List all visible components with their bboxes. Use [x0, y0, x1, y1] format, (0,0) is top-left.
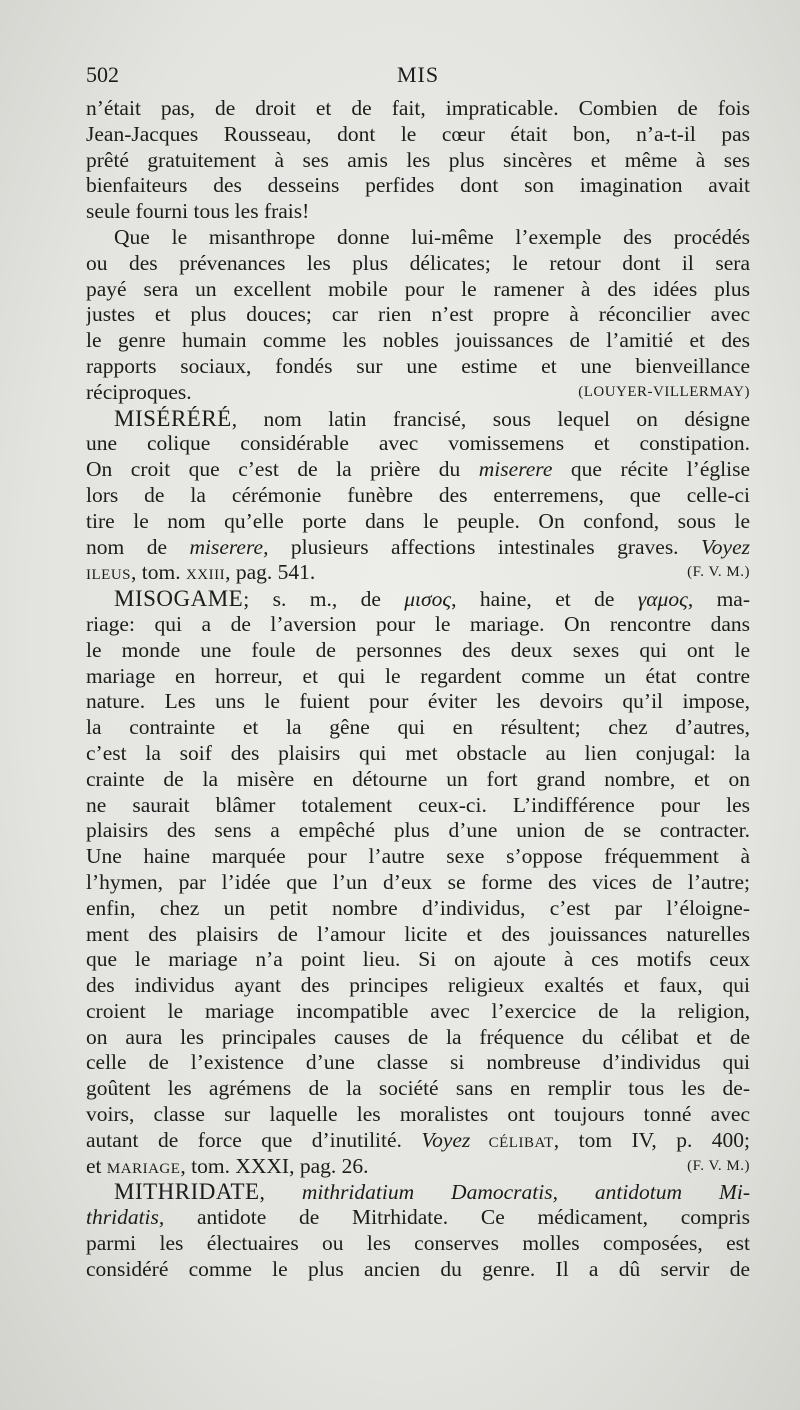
text-line	[86, 922, 750, 948]
text-line	[86, 1128, 750, 1154]
text-span: , tom.	[131, 560, 186, 585]
text-line	[86, 947, 750, 973]
text-span: ne saurait blâmer totalement ceux-ci. L’indifférence pour les	[86, 792, 750, 817]
text-span: une colique considérable avec vomissemens et constipation.	[86, 431, 750, 456]
text-span: Jean-Jacques Rousseau, dont le cœur était bon, n’a-t-il pas	[86, 121, 750, 146]
text-line	[86, 96, 750, 122]
text-line	[86, 715, 750, 741]
italic-term: mithridatium Damocratis, antidotum Mi-	[301, 1180, 750, 1205]
text-line	[86, 251, 750, 277]
text-line	[86, 509, 750, 535]
text-span: on aura les principales causes de la fréquence du célibat et de	[86, 1024, 750, 1049]
text-span: nom de	[86, 534, 190, 559]
text-line	[86, 1025, 750, 1051]
text-span: ment des plaisirs de l’amour licite et des jouissances naturelles	[86, 921, 750, 946]
cross-reference: MARIAGE	[106, 1160, 181, 1177]
text-line	[86, 148, 750, 174]
text-span: croient le mariage incompatible avec l’exercice de la religion,	[86, 998, 750, 1023]
volume-number: XXIII	[185, 567, 226, 584]
text-span: , pag. 541.	[225, 560, 316, 585]
text-span: nature. Les uns le fuient pour éviter les devoirs qu’il impose,	[86, 689, 750, 714]
text-span: , tom. XXXI, pag. 26.	[180, 1153, 369, 1178]
author-signature: (F. V. M.)	[687, 1157, 750, 1174]
text-span: tire le nom qu’elle porte dans le peuple. On confond, sous le	[86, 508, 750, 533]
text-line	[86, 973, 750, 999]
text-span: la contrainte et la gêne qui en résultent; chez d’autres,	[86, 715, 750, 740]
entry-headword: MISOGAME	[114, 586, 244, 612]
text-span: antidote de Mitrhidate. Ce médicament, compris	[164, 1205, 750, 1230]
text-span: ; s. m., de	[243, 587, 405, 612]
text-span: justes et plus douces; car rien n’est propre à réconcilier avec	[86, 302, 750, 327]
text-line	[86, 638, 750, 664]
text-line	[86, 1205, 750, 1231]
cross-reference: ILEUS	[86, 567, 131, 584]
greek-word: μισος	[404, 587, 452, 612]
text-span: plusieurs affections intestinales graves.	[268, 534, 702, 559]
text-line-signature	[86, 560, 750, 586]
italic-term: miserere,	[189, 534, 269, 559]
italic-term: miserere	[478, 457, 553, 482]
entry-headword: MISÉRÉRÉ	[114, 405, 232, 431]
text-line-signature	[86, 1154, 750, 1180]
entry-heading-line	[86, 586, 750, 612]
text-span: On croit que c’est de la prière du	[86, 457, 479, 482]
entry-heading-line	[86, 1179, 750, 1205]
text-span: , tom IV, p. 400;	[553, 1127, 750, 1152]
text-line	[86, 1076, 750, 1102]
text-span: considéré comme le plus ancien du genre. Il a dû servir de	[86, 1256, 750, 1281]
text-span: lors de la cérémonie funèbre des enterremens, que celle-ci	[86, 482, 750, 507]
text-span: n’était pas, de droit et de fait, impraticable. Combien de fois	[86, 96, 750, 120]
page-number: 502	[86, 62, 119, 87]
text-span: mariage en horreur, et qui le regardent comme un état contre	[86, 663, 750, 688]
text-span: plaisirs des sens a empêché plus d’une union de se contracter.	[86, 818, 750, 843]
text-span: que le mariage n’a point lieu. Si on ajoute à ces motifs ceux	[86, 947, 750, 972]
text-span: voirs, classe sur laquelle les moralistes ont toujours tonné avec	[86, 1102, 750, 1127]
text-span: goûtent les agrémens de la société sans en remplir tous les de-	[86, 1076, 750, 1101]
text-line	[86, 535, 750, 561]
text-line	[86, 354, 750, 380]
running-head: MIS	[396, 62, 440, 87]
text-line	[86, 122, 750, 148]
text-span: seule fourni tous les frais!	[86, 199, 310, 224]
page-header	[86, 62, 750, 92]
text-line	[86, 999, 750, 1025]
text-span: bienfaiteurs des desseins perfides dont son imagination avait	[86, 173, 750, 198]
italic-term: thridatis,	[86, 1205, 165, 1230]
text-line	[86, 664, 750, 690]
text-line	[86, 225, 750, 251]
text-line	[86, 173, 750, 199]
text-span: riage: qui a de l’aversion pour le mariage. On rencontre dans	[86, 611, 750, 636]
text-span: , ma-	[687, 587, 750, 612]
text-line-signature	[86, 380, 750, 406]
text-line	[86, 277, 750, 303]
text-line	[86, 793, 750, 819]
text-span: payé sera un excellent mobile pour le ramener à des idées plus	[86, 276, 750, 301]
text-span: ou des prévenances les plus délicates; le retour dont il sera	[86, 250, 750, 275]
text-span: parmi les électuaires ou les conserves molles composées, est	[86, 1231, 750, 1256]
text-span: le genre humain comme les nobles jouissances de l’amitié et des	[86, 328, 750, 353]
author-signature: (F. V. M.)	[687, 564, 750, 581]
text-span: Que le misanthrope donne lui-même l’exemple des procédés	[114, 224, 750, 249]
entry-heading-line	[86, 406, 750, 432]
text-line	[86, 1050, 750, 1076]
text-line	[86, 689, 750, 715]
text-line	[86, 818, 750, 844]
text-line	[86, 483, 750, 509]
author-signature: (LOUYER-VILLERMAY)	[578, 383, 750, 400]
text-line	[86, 741, 750, 767]
text-span: crainte de la misère en détourne un fort grand nombre, et on	[86, 766, 750, 791]
text-line	[86, 302, 750, 328]
text-span: des individus ayant des principes religieux exaltés et faux, qui	[86, 973, 750, 998]
text-span: Une haine marquée pour l’autre sexe s’oppose fréquemment à	[86, 844, 750, 869]
text-span: enfin, chez un petit nombre d’individus, c’est par l’éloigne-	[86, 895, 750, 920]
text-line	[86, 870, 750, 896]
italic-term: Voyez	[421, 1127, 471, 1152]
entry-headword: MITHRIDATE	[114, 1179, 260, 1205]
text-span: que récite l’église	[552, 457, 750, 482]
text-span: c’est la soif des plaisirs qui met obstacle au lien conjugal: la	[86, 740, 750, 765]
text-line	[86, 457, 750, 483]
text-span: , haine, et de	[451, 587, 638, 612]
text-line	[86, 199, 750, 225]
text-line	[86, 767, 750, 793]
text-span: celle de l’existence d’une classe si nombreuse d’individus qui	[86, 1050, 750, 1075]
text-span: , nom latin francisé, sous lequel on désigne	[231, 406, 750, 431]
text-span: le monde une foule de personnes des deux sexes qui ont le	[86, 637, 750, 662]
italic-term: Voyez	[701, 534, 750, 559]
text-line	[86, 896, 750, 922]
text-span: ,	[259, 1180, 302, 1205]
text-line	[86, 431, 750, 457]
text-span: rapports sociaux, fondés sur une estime et une bienveillance	[86, 353, 750, 378]
cross-reference: CÉLIBAT	[470, 1134, 554, 1151]
text-line	[86, 1231, 750, 1257]
text-span: réciproques.	[86, 379, 192, 404]
text-span: autant de force que d’inutilité.	[86, 1127, 422, 1152]
text-line	[86, 1102, 750, 1128]
text-span: et	[86, 1153, 107, 1178]
text-span: l’hymen, par l’idée que l’un d’eux se forme des vices de l’autre;	[86, 869, 750, 894]
text-line	[86, 612, 750, 638]
text-span: prêté gratuitement à ses amis les plus sincères et même à ses	[86, 147, 750, 172]
greek-word: γαμος	[637, 587, 688, 612]
text-line	[86, 844, 750, 870]
text-line	[86, 328, 750, 354]
body-text	[86, 96, 750, 1283]
text-line	[86, 1257, 750, 1283]
